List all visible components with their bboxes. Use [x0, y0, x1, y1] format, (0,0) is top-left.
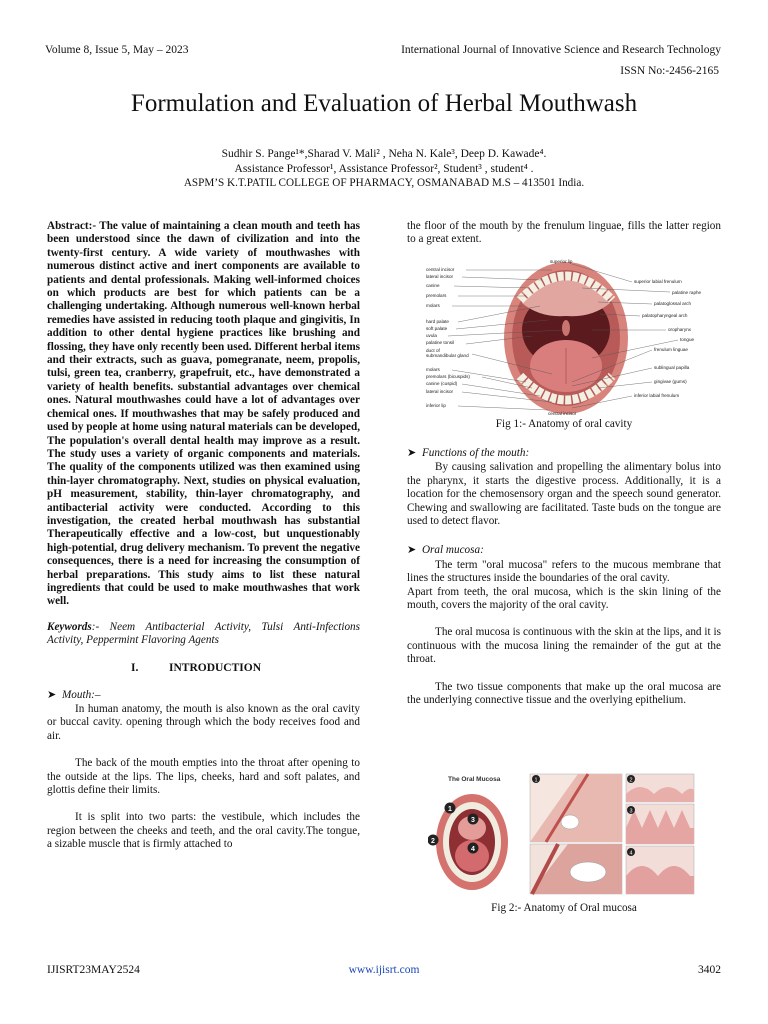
issn: ISSN No:-2456-2165	[620, 65, 719, 77]
svg-text:4: 4	[629, 850, 633, 857]
left-column	[47, 220, 360, 852]
svg-text:3: 3	[629, 808, 633, 815]
svg-text:superior labial frenulum: superior labial frenulum	[634, 279, 682, 284]
keywords-label: Keywords	[47, 620, 92, 633]
svg-text:uvula: uvula	[426, 333, 437, 338]
svg-text:central incisor: central incisor	[426, 267, 455, 272]
mucosa-paragraph-3: The oral mucosa is continuous with the skin at the lips, and it is continuous with the mucosa lining the remainder of the gut at the throat.	[407, 626, 721, 666]
fig2-number-4: 4	[471, 846, 475, 853]
svg-text:frenulum linguae: frenulum linguae	[654, 347, 688, 352]
functions-heading-text: Functions of the mouth:	[421, 447, 530, 459]
mucosa-paragraph-1: The term "oral mucosa" refers to the mucous membrane that lines the structures inside the boundaries of the oral cavity.	[407, 558, 721, 585]
figure-2-caption: Fig 2:- Anatomy of Oral mucosa	[491, 902, 637, 914]
svg-text:premolars (bicuspids): premolars (bicuspids)	[426, 374, 470, 379]
section-heading-introduction	[47, 662, 360, 676]
fig2-number-2: 2	[431, 838, 435, 845]
svg-text:lateral incisor: lateral incisor	[426, 274, 454, 279]
fig2-title: The Oral Mucosa	[448, 776, 501, 783]
mouth-paragraph-2: The back of the mouth empties into the throat after opening to the outside at the lips. The lips, cheeks, hard and soft palates, and glottis define their limits.	[47, 757, 360, 797]
svg-text:tongue: tongue	[680, 337, 695, 342]
mucosa-heading	[407, 544, 721, 557]
keywords-text: :- Neem Antibacterial Activity, Tulsi Anti-Infections Activity, Peppermint Flavoring Agents	[47, 620, 360, 647]
svg-text:1: 1	[534, 777, 538, 784]
functions-paragraph: By causing salivation and propelling the alimentary bolus into the pharynx, it starts the digestive process. Additionally, it is a location for the chemosensory organ and the speech sound generator. Chewing and swallowing are facilitated. Taste buds on the tongue are used to detect flavor.	[407, 461, 721, 528]
mucosa-paragraph-2: Apart from teeth, the oral mucosa, which is the skin lining of the mouth, covers the majority of the oral cavity.	[407, 585, 721, 612]
continued-paragraph: the floor of the mouth by the frenulum linguae, fills the latter region to a great extent.	[407, 220, 721, 246]
svg-text:palatine raphe: palatine raphe	[672, 290, 702, 295]
oral-cavity-illustration	[422, 258, 710, 415]
mucosa-heading-text: Oral mucosa:	[421, 544, 484, 557]
svg-text:inferior lip: inferior lip	[426, 403, 446, 408]
svg-text:palatopharyngeal arch: palatopharyngeal arch	[642, 313, 688, 318]
svg-text:premolars: premolars	[426, 293, 447, 298]
mucosa-paragraph-4: The two tissue components that make up the oral mucosa are the underlying connective tissue and the overlying epithelium.	[407, 680, 721, 707]
arrow-bullet-icon: ➤	[47, 688, 57, 701]
fig2-number-1: 1	[448, 806, 452, 813]
figure-2-oral-mucosa	[428, 772, 696, 896]
svg-text:superior lip: superior lip	[550, 259, 573, 264]
footer-article-id: IJISRT23MAY2524	[47, 964, 140, 976]
svg-text:molars: molars	[426, 303, 440, 308]
arrow-bullet-icon: ➤	[407, 544, 417, 557]
svg-text:sublingual papilla: sublingual papilla	[654, 365, 690, 370]
section-number: I.	[131, 661, 139, 674]
oral-mucosa-illustration	[428, 772, 696, 896]
figure-1-oral-cavity	[422, 258, 710, 415]
svg-text:gingivae (gums): gingivae (gums)	[654, 379, 687, 384]
footer-website-link[interactable]: www.ijisrt.com	[348, 964, 420, 976]
right-column-top	[407, 220, 721, 247]
svg-text:2: 2	[629, 777, 633, 784]
svg-text:molars: molars	[426, 367, 440, 372]
svg-text:canine (cuspid): canine (cuspid)	[426, 381, 458, 386]
svg-text:lateral incisor: lateral incisor	[426, 389, 454, 394]
author-roles: Assistance Professor¹, Assistance Professor², Student³ , student⁴ .	[234, 163, 534, 175]
abstract: Abstract:- The value of maintaining a clean mouth and teeth has been understood since the dawn of civilization and into the twenty-first century. A wide variety of mouthwashes with numerous distinct active and inert components are available to patients and dental professionals. Making well-informed choices on which products are best for which patients can be a challenging undertaking. Although numerous well-known herbal remedies have assisted in reducing tooth plaque and gingivitis, In addition to other dental hygiene practices like brushing and flossing, they have only recently been used. Different herbal items and their extracts, such as guava, pomegranate, neem, propolis, tulsi, green tea, cranberry, grapefruit, etc., have demonstrated a variety of health benefits. substantial advantages over chemical ones. Natural mouthwashes could have a lot of advantages over chemical ones. If mouthwashes that may be safely produced and used by people at home using natural materials can be developed, The population's overall dental health may improve as a result. The study uses a variety of organic components and materials. The quality of the components utilized was then examined using thin-layer chromatography. Next, studies on physical evaluation, pH measurement, stability, thin-layer chromatography, and antibacterial activity were conducted. According to this investigation, the created herbal mouthwash has substantial Therapeutically effective and a low-cost, but unquestionably high-potential, drug delivery mechanism. To prevent the negative consequences, there is a need for increasing the consumption of herbal preparations. This study aims to list these natural ingredients that could be used to make mouthwashes that work well.	[47, 220, 360, 608]
author-affiliation: ASPM’S K.T.PATIL COLLEGE OF PHARMACY, OSMANABAD M.S – 413501 India.	[183, 177, 585, 189]
paper-title: Formulation and Evaluation of Herbal Mouthwash	[130, 90, 638, 117]
mouth-paragraph-1: In human anatomy, the mouth is also known as the oral cavity or buccal cavity. opening through which the body receives food and air.	[47, 703, 360, 742]
figure-1-caption: Fig 1:- Anatomy of oral cavity	[495, 418, 633, 430]
svg-text:duct of: duct of	[426, 348, 440, 353]
keywords	[47, 621, 360, 648]
svg-text:oropharynx: oropharynx	[668, 327, 691, 332]
mouth-paragraph-3: It is split into two parts: the vestibule, which includes the region between the cheeks and teeth, and the oral cavity.The tongue, a sizable muscle that is firmly attached to	[47, 811, 360, 851]
svg-text:central incisor: central incisor	[548, 411, 577, 415]
svg-text:hard palate: hard palate	[426, 319, 449, 324]
svg-text:canine: canine	[426, 283, 440, 288]
mouth-heading	[47, 689, 360, 702]
arrow-bullet-icon: ➤	[407, 447, 417, 459]
journal-name: International Journal of Innovative Science and Research Technology	[401, 44, 721, 56]
svg-text:soft palate: soft palate	[426, 326, 448, 331]
footer-page-number: 3402	[698, 964, 721, 976]
svg-text:submandibular gland: submandibular gland	[426, 353, 469, 358]
mouth-heading-text: Mouth:–	[61, 688, 101, 701]
right-column-body	[407, 447, 721, 708]
fig2-number-3: 3	[471, 817, 475, 824]
svg-text:palatoglossal arch: palatoglossal arch	[654, 301, 692, 306]
section-title: INTRODUCTION	[169, 661, 262, 674]
svg-text:inferior labial frenulum: inferior labial frenulum	[634, 393, 680, 398]
svg-text:palatine tonsil: palatine tonsil	[426, 340, 455, 345]
author-names: Sudhir S. Pange¹*,Sharad V. Mali² , Neha N. Kale³, Deep D. Kawade⁴.	[221, 148, 547, 160]
functions-heading	[407, 447, 721, 460]
volume-issue: Volume 8, Issue 5, May – 2023	[45, 44, 189, 56]
